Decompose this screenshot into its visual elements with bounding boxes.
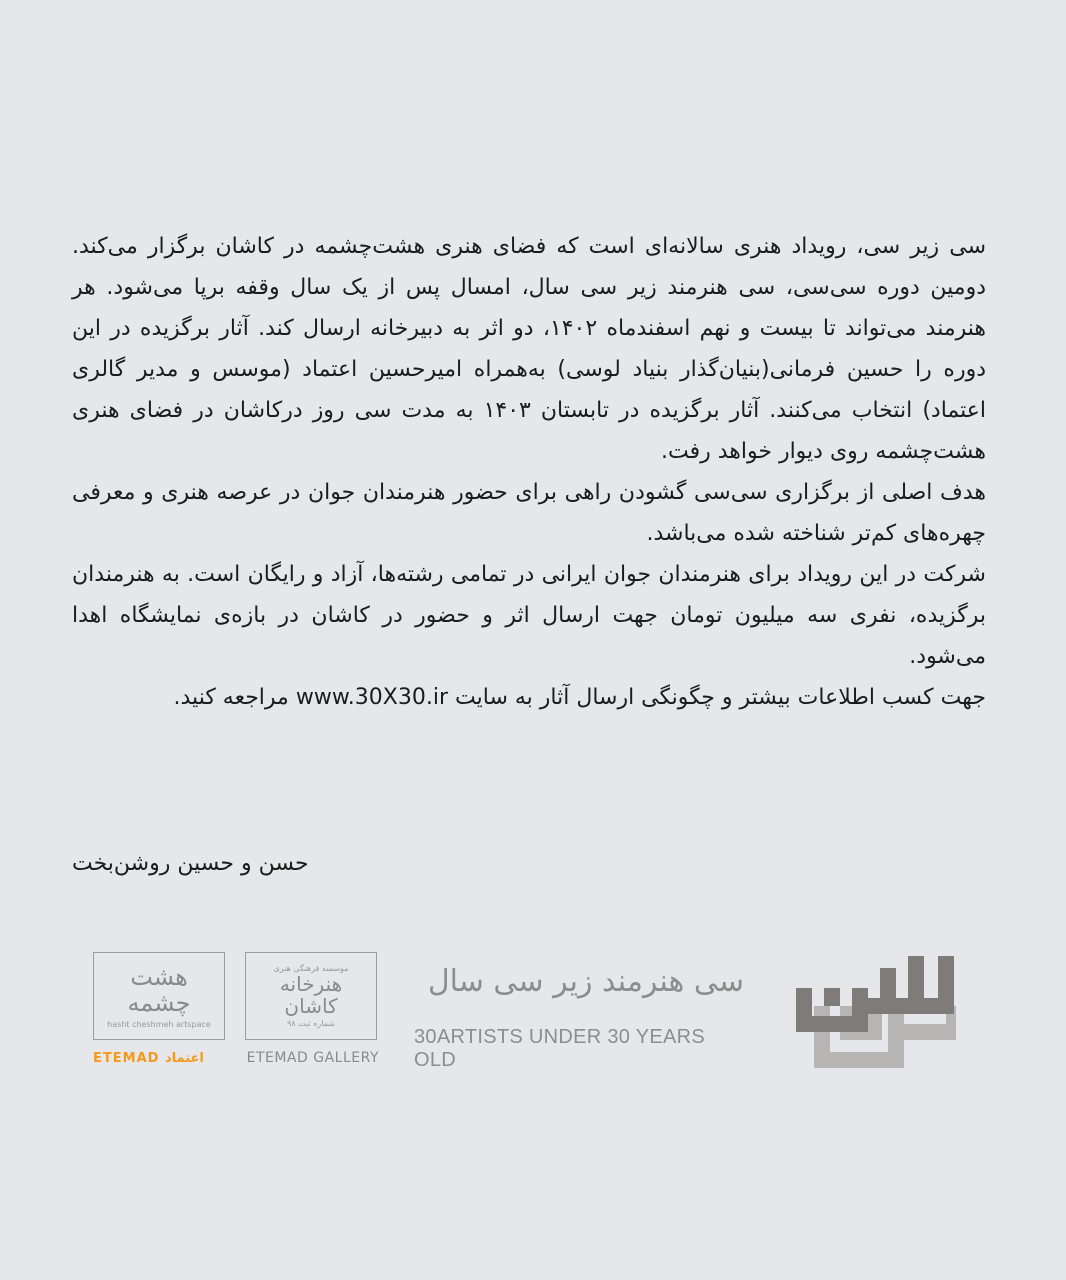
hasht-logo-subtitle: hasht cheshmeh artspace: [107, 1019, 211, 1029]
paragraph-participation: شرکت در این رویداد برای هنرمندان جوان ایرانی در تمامی رشته‌ها، آزاد و رایگان است. به هنرمندان برگزیده، نفری سه میلیون تومان جهت ارسال اثر و حضور در کاشان در بازه‌ی نمایشگاه اهدا می‌شود.: [72, 562, 986, 669]
honarkhaneh-logo-line2: کاشان: [284, 994, 338, 1018]
event-title-persian: سی هنرمند زیر سی سال: [427, 964, 744, 999]
hasht-cheshmeh-logo: [93, 952, 225, 1040]
honarkhaneh-logo-line1: هنرخانه: [279, 972, 343, 996]
honarkhaneh-logo-registration: شماره ثبت ۹۸: [287, 1019, 335, 1028]
paragraph-intro: سی زیر سی، رویداد هنری سالانه‌ای است که فضای هنری هشت‌چشمه در کاشان برگزار می‌کند. دومین دوره سی‌سی، سی هنرمند زیر سی سال، امسال پس از یک سال وقفه برپا می‌شود. هر هنرمند می‌تواند تا بیست و نهم اسفندماه ۱۴۰۲، دو اثر به دبیرخانه ارسال کند. آثار برگزیده در این دوره را حسین فرمانی(بنیان‌گذار بنیاد لوسی) به‌همراه امیرحسین اعتماد (موسس و مدیر گالری اعتماد) انتخاب می‌کنند. آثار برگزیده در تابستان ۱۴۰۳ به مدت سی روز درکاشان در فضای هنری هشت‌چشمه روی دیوار خواهد رفت.: [72, 234, 986, 464]
signature: حسن و حسین روشن‌بخت: [72, 851, 309, 876]
footer-logos: [0, 940, 1066, 1080]
hasht-logo-line2: چشمه: [127, 988, 191, 1017]
honarkhaneh-kashan-logo: [245, 952, 377, 1040]
event-title-english: 30ARTISTS UNDER 30 YEARS OLD: [414, 1026, 706, 1071]
etemad-gallery-label: ETEMAD GALLERY: [246, 1050, 379, 1066]
etemad-gallery-row: [93, 1048, 379, 1068]
hasht-logo-line1: هشت: [130, 962, 188, 991]
paragraph-goal: هدف اصلی از برگزاری سی‌سی گشودن راهی برای حضور هنرمندان جوان در عرصه هنری و معرفی چهره‌های کم‌تر شناخته شده می‌باشد.: [72, 480, 986, 546]
paragraph-website: جهت کسب اطلاعات بیشتر و چگونگی ارسال آثار به سایت www.30X30.ir مراجعه کنید.: [173, 685, 986, 710]
honarkhaneh-logo-top: موسسه فرهنگی هنری: [273, 964, 349, 973]
announcement-text: [72, 226, 986, 718]
si-event-logo-icon: [796, 948, 956, 1072]
etemad-logo-mark: ETEMAD اعتماد: [93, 1050, 204, 1066]
